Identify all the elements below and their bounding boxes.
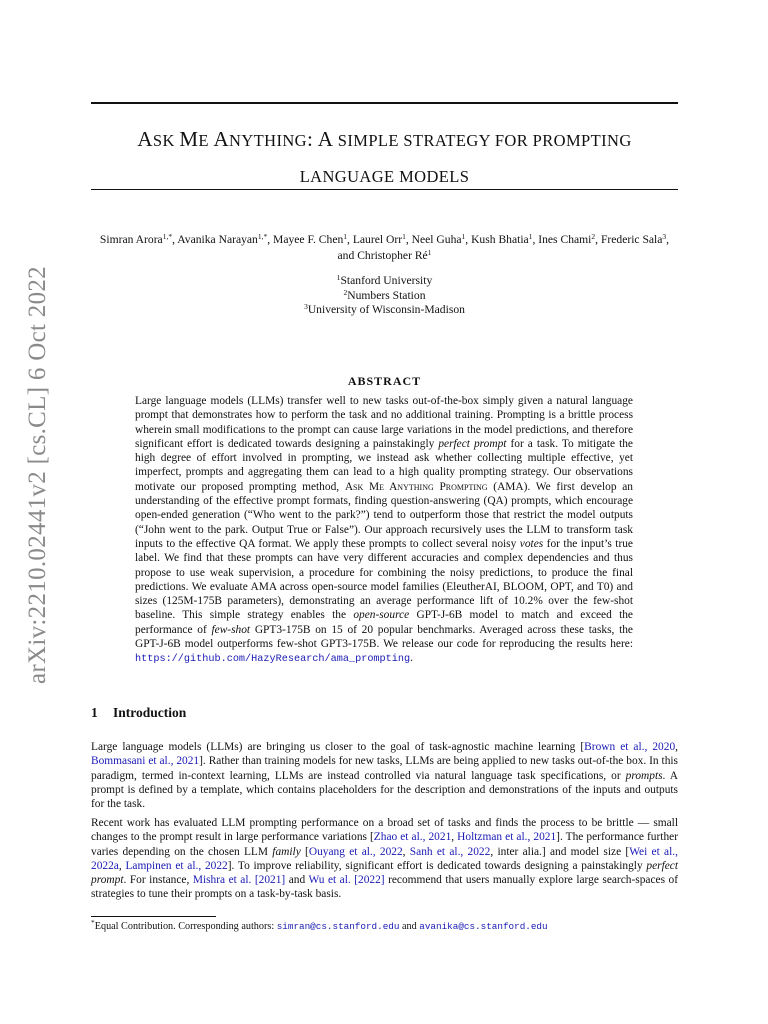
author-name: Christopher Ré — [357, 249, 428, 262]
arxiv-stamp: arXiv:2210.02441v2 [cs.CL] 6 Oct 2022 — [24, 266, 51, 684]
affiliations — [91, 274, 678, 318]
citation-link[interactable]: Sanh et al., 2022 — [409, 845, 491, 858]
paper-title — [91, 122, 678, 194]
intro-paragraph-2: Recent work has evaluated LLM prompting performance on a broad set of tasks and finds the process to be brittle — small changes to the prompt result in large performance variations [Zhao et al., 2021, Holtzman et al., 2021]. The performance further varies depending on the chosen LLM family [Ouyang et al., 2022, Sanh et al., 2022, inter alia.] and model size [Wei et al., 2022a, Lampinen et al., 2022]. To improve reliability, significant effort is dedicated towards designing a painstakingly perfect prompt. For instance, Mishra et al. [2021] and Wu et al. [2022] recommend that users manually explore large search-spaces of strategies to tune their prompts on a task-by-task basis. — [91, 817, 679, 901]
citation-link[interactable]: Bommasani et al., 2021 — [91, 755, 200, 768]
citation-link[interactable]: Wu et al. [2022] — [308, 874, 385, 887]
code-link[interactable]: https://github.com/HazyResearch/ama_prompting — [135, 654, 411, 666]
author-list: Simran Arora$^{1,*}$, Avanika Narayan$^{1,*}$, Mayee F. Chen$^1$, Laurel Orr$^1$, Neel Guha$^1$, Kush Bhatia$^1$, Ines Chami$^2$, Frederic Sala$^3$, and Christopher $Ré^1$ — [99, 232, 670, 262]
intro-paragraph-1: Large language models (LLMs) are bringing us closer to the goal of task-agnostic machine learning [Brown et al., 2020, Bommasani et al., 2021]. Rather than training models for new tasks, LLMs are being applied to new tasks out-of-the box. In this paradigm, termed in-context learning, LLMs are instead controlled via natural language task specifications, or prompts. A prompt is defined by a template, which contains placeholders for the description and demonstrations of the inputs and outputs for the task. — [91, 741, 679, 811]
citation-link[interactable]: Lampinen et al., 2022 — [125, 859, 228, 872]
affiliation: $^2$Numbers Station — [343, 287, 426, 302]
author-name: Avanika Narayan — [177, 233, 258, 246]
author-name: Frederic Sala — [600, 233, 663, 246]
title-line-2: LANGUAGE MODELS — [299, 167, 470, 186]
author-name: Ines Chami — [538, 233, 592, 246]
citation-link[interactable]: Mishra et al. [2021] — [192, 874, 286, 887]
email-link[interactable]: avanika@cs.stanford.edu — [419, 921, 548, 932]
author-name: Laurel Orr — [352, 233, 403, 246]
affiliation: $^1$Stanford University — [336, 273, 433, 287]
citation-link[interactable]: Brown et al., 2020 — [584, 741, 676, 753]
footnote-rule — [91, 916, 216, 917]
title-top-rule — [91, 102, 678, 104]
author-name: Simran Arora — [99, 233, 163, 246]
footnote: *Equal Contribution. Corresponding authors: simran@cs.stanford.edu and avanika@cs.stanford.edu — [91, 918, 548, 932]
citation-link[interactable]: Zhao et al., 2021 — [373, 831, 452, 844]
email-link[interactable]: simran@cs.stanford.edu — [276, 921, 400, 932]
author-name: Kush Bhatia — [471, 233, 529, 246]
title-line-1: ASK ME ANYTHING: A SIMPLE STRATEGY FOR PROMPTING — [137, 127, 632, 151]
method-name: Ask Me Anything Prompting — [344, 480, 488, 493]
citation-link[interactable]: Ouyang et al., 2022 — [308, 845, 403, 858]
author-name: Mayee F. Chen — [273, 233, 344, 246]
affiliation: $^3$University of Wisconsin-Madison — [304, 302, 465, 316]
section-heading: 1 Introduction — [91, 705, 187, 720]
abstract-heading: ABSTRACT — [347, 374, 422, 388]
abstract-body: Large language models (LLMs) transfer well to new tasks out-of-the-box simply given a natural language prompt that demonstrates how to perform the task and no additional training. Prompting is a brittle process wherein small modifications to the prompt can cause large variations in the model predictions, and therefore significant effort is dedicated towards designing a painstakingly perfect prompt for a task. To mitigate the high degree of effort involved in prompting, we instead ask whether collecting multiple effective, yet imperfect, prompts and aggregating them can lead to a high quality prompting strategy. Our observations motivate our proposed prompting method, Ask Me Anything Prompting (AMA). We first develop an understanding of the effective prompt formats, finding question-answering (QA) prompts, which encourage open-ended generation (“Who went to the park?”) tend to outperform those that restrict the model outputs (“John went to the park. Output True or False”). Our approach recursively uses the LLM to transform task inputs to the effective QA format. We apply these prompts to collect several noisy votes for the input’s true label. We find that these prompts can have very different accuracies and complex dependencies and thus propose to use weak supervision, a procedure for combining the noisy predictions, to produce the final predictions. We evaluate AMA across open-source model families (EleutherAI, BLOOM, OPT, and T0) and sizes (125M-175B parameters), demonstrating an average performance lift of 10.2% over the few-shot baseline. This simple strategy enables the open-source GPT-J-6B model to match and exceed the performance of few-shot GPT3-175B on 15 of 20 popular benchmarks. Averaged across these tasks, the GPT-J-6B model outperforms few-shot GPT3-175B. We release our code for reproducing the results here: https://github.com/HazyResearch/ama_prompting. — [135, 395, 633, 666]
author-name: Neel Guha — [411, 233, 462, 246]
citation-link[interactable]: Wei et al., 2022a — [91, 845, 678, 872]
citation-link[interactable]: Holtzman et al., 2021 — [457, 831, 557, 844]
